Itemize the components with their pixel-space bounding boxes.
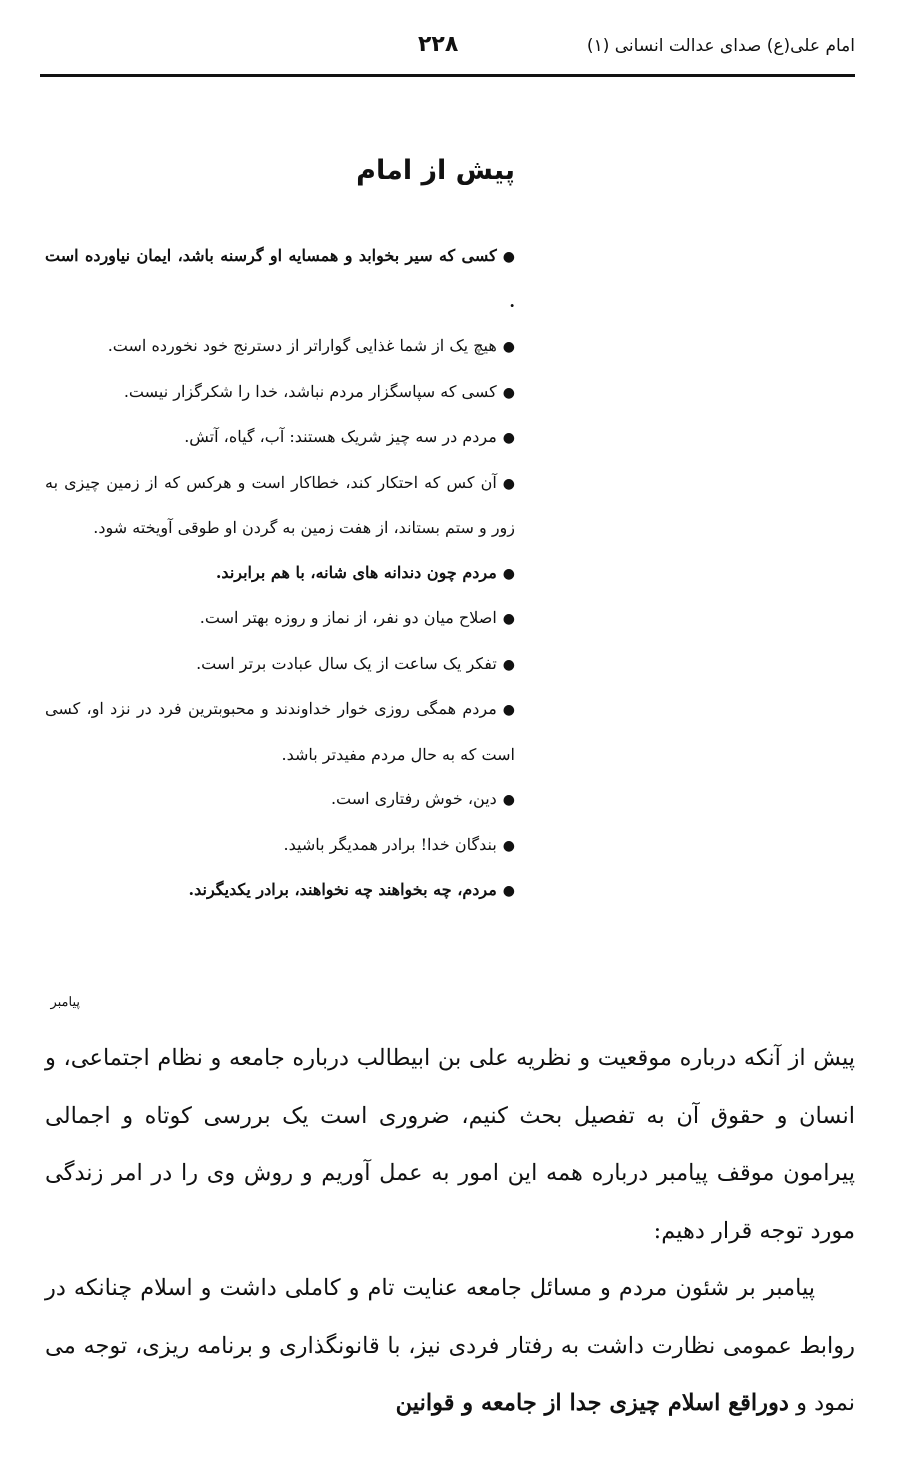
bullet-icon: ● — [502, 249, 515, 265]
bullet-icon: ● — [502, 339, 515, 355]
saying-text: بندگان خدا! برادر همدیگر باشید. — [283, 834, 497, 854]
body-paragraph-2-text: پیامبر بر شئون مردم و مسائل جامعه عنایت تام و کاملی داشت و اسلام چنانکه در روابط عمومی نظارت داشت به رفتار فردی نیز، با قانونگذاری و برنامه ریزی، توجه می نمود و — [45, 1275, 855, 1416]
bullet-icon: ● — [502, 656, 515, 673]
sayings-list — [45, 234, 515, 914]
saying-item — [45, 324, 515, 370]
saying-text: دین، خوش رفتاری است. — [330, 789, 497, 808]
saying-text: تفکر یک ساعت از یک سال عبادت برتر است. — [196, 653, 497, 673]
saying-text: مردم، چه بخواهند چه نخواهند، برادر یکدیگرند. — [188, 880, 497, 899]
bullet-icon: ● — [502, 565, 515, 582]
saying-item — [45, 370, 515, 416]
saying-text: هیچ یک از شما غذایی گواراتر از دسترنج خود نخورده است. — [107, 336, 497, 355]
page-number: ۲۲۸ — [418, 32, 459, 57]
bullet-icon: ● — [502, 883, 515, 899]
running-title: امام علی(ع) صدای عدالت انسانی (۱) — [586, 36, 855, 56]
saying-item — [45, 461, 515, 551]
bullet-icon: ● — [502, 702, 515, 718]
saying-item — [45, 642, 515, 688]
bullet-icon: ● — [502, 475, 515, 492]
saying-item — [45, 551, 515, 597]
saying-text: مردم در سه چیز شریک هستند: آب، گیاه، آتش. — [184, 427, 497, 446]
bullet-icon: ● — [502, 837, 515, 854]
body-paragraph-2-emphasis: دوراقع اسلام چیزی جدا از جامعه و قوانین — [395, 1390, 789, 1416]
section-heading: پیش از امام — [356, 155, 515, 186]
saying-item — [45, 234, 515, 324]
saying-text: مردم چون دندانه های شانه، با هم برابرند. — [215, 562, 497, 582]
bullet-icon: ● — [502, 384, 515, 401]
saying-text: اصلاح میان دو نفر، از نماز و روزه بهتر است. — [199, 608, 497, 627]
saying-item — [45, 868, 515, 914]
body-text — [45, 1030, 855, 1433]
saying-text: آن کس که احتکار کند، خطاکار است و هرکس که از زمین چیزی به زور و ستم بستاند، از هفت زمین به گردن او طوقی آویخته شود. — [45, 472, 515, 537]
saying-item — [45, 777, 515, 823]
saying-item — [45, 687, 515, 777]
saying-text: کسی که سپاسگزار مردم نباشد، خدا را شکرگزار نیست. — [123, 381, 497, 401]
body-paragraph-2 — [45, 1260, 855, 1433]
saying-item — [45, 415, 515, 461]
saying-text: کسی که سیر بخوابد و همسایه او گرسنه باشد، ایمان نیاورده است . — [45, 246, 515, 311]
saying-text: مردم همگی روزی خوار خداوندند و محبوبترین فرد در نزد او، کسی است که به حال مردم مفیدتر باشد. — [45, 699, 515, 764]
bullet-icon: ● — [502, 792, 515, 808]
bullet-icon: ● — [502, 611, 515, 627]
source-note: پیامبر — [50, 995, 80, 1010]
saying-item — [45, 823, 515, 869]
running-header — [40, 30, 855, 77]
body-paragraph-1: پیش از آنکه درباره موقعیت و نظریه علی بن ابیطالب درباره جامعه و نظام اجتماعی، و انسان و حقوق آن به تفصیل بحث کنیم، ضروری است یک بررسی کوتاه و اجمالی پیرامون موقف پیامبر درباره همه این امور به عمل آوریم و روش وی را در امر زندگی مورد توجه قرار دهیم: — [45, 1045, 855, 1244]
bullet-icon: ● — [502, 430, 515, 446]
saying-item — [45, 596, 515, 642]
